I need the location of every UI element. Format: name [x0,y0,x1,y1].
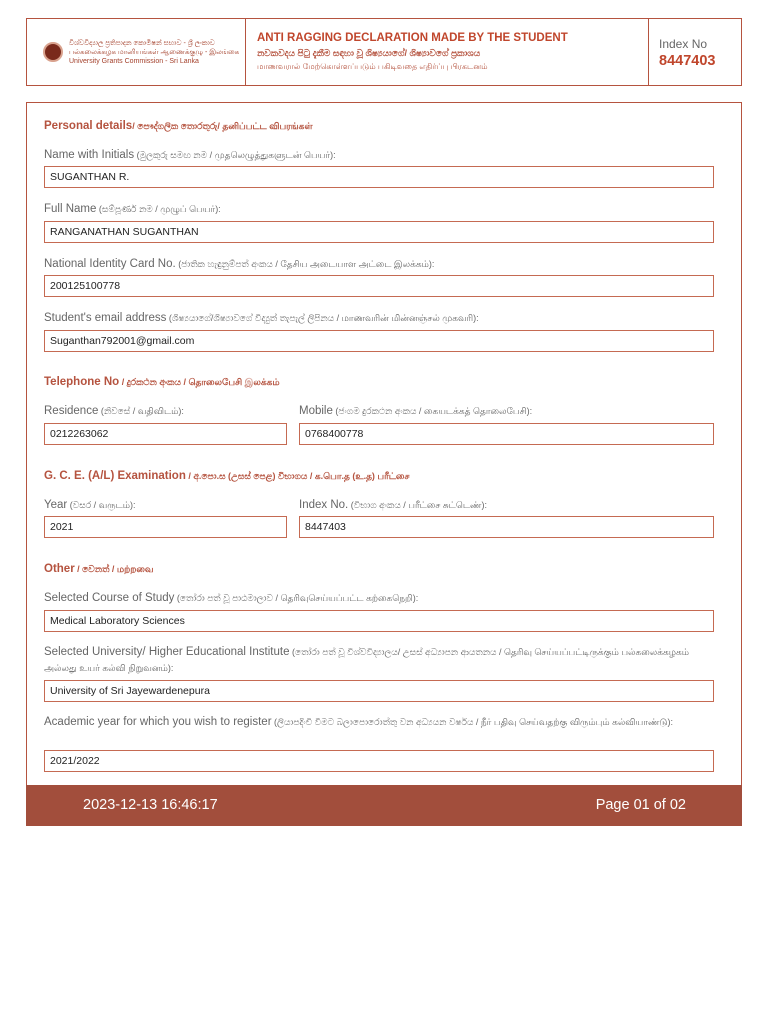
section-heading-translation: / දුරකථන අංකය / தொலைபேசி இலக்கம் [119,377,280,387]
page-footer [26,785,742,826]
logo-text-tamil: பல்கலைக்கழக மானியங்கள் ஆணைக்குழு - இலங்கை [69,48,240,56]
ugc-logo-text [69,39,239,66]
section-heading-text: Other [44,563,75,575]
mobile-label: Mobile (ජංගම දුරකථන අංකය / கையடக்கத் தொலைபேசி): [299,405,533,417]
document-title-english: ANTI RAGGING DECLARATION MADE BY THE STUDENT [257,32,568,44]
section-gce-heading [44,470,409,483]
document-title-block [246,19,649,85]
academic-year-label: Academic year for which you wish to register (ලියාපදිංචි වීමට බලාපොරොත්තු වන අධ්‍යයන වර්ෂය / நீர் பதிவு செய்வதற்கு விரும்பும் கல்வியாண்டு): [44,716,673,728]
residence-label: Residence (නිවසේ / வதிவிடம்): [44,405,184,417]
logo-text-english: University Grants Commission - Sri Lanka [69,57,199,65]
document-title-sinhala: නවකවදය පිටු දැකීම සඳහා වූ ශිෂ්‍යයාගේ/ ශිෂ්‍යාවගේ ප්‍රකාශය [257,48,481,58]
section-heading-translation: / අ.පො.ස (උසස් පෙළ) විභාගය / க.பொ.த (உ.த) பரீட்சை [185,471,410,481]
section-heading-translation: / පෞද්ගලික තොරතුරු/ தனிப்பட்ட விபரங்கள் [132,121,313,131]
fullname-field[interactable]: RANGANATHAN SUGANTHAN [44,221,714,243]
email-field[interactable]: Suganthan792001@gmail.com [44,330,714,352]
section-personal-heading [44,120,313,133]
residence-field[interactable]: 0212263062 [44,423,287,445]
document-header [26,18,742,86]
section-heading-translation: / වෙනත් / மற்றவை [74,564,154,574]
nic-label: National Identity Card No. (ජාතික හැඳුනුම්පත් අංකය / தேசிய அடையாள அட்டை இலக்கம்): [44,258,435,270]
ugc-seal-icon [43,42,63,62]
section-other-heading [44,563,154,576]
exam-index-label: Index No. (විභාග අංකය / பரீட்சை சுட்டெண்): [299,499,487,511]
section-heading-text: G. C. E. (A/L) Examination [44,470,186,482]
initials-label: Name with Initials (මුලකුරු සමඟ නම / முதலெழுத்துகளுடன் பெயர்): [44,149,336,161]
ugc-logo-block [27,19,246,85]
nic-field[interactable]: 200125100778 [44,275,714,297]
section-telephone-heading [44,376,280,389]
fullname-label: Full Name (සම්පූර්ණ නම / முழுப் பெயர்): [44,203,221,215]
footer-datetime: 2023-12-13 16:46:17 [83,797,218,813]
exam-index-field[interactable]: 8447403 [299,516,714,538]
header-index-label: Index No [659,37,708,51]
university-label: Selected University/ Higher Educational Institute (තෝරා පත් වූ විශ්වවිද්‍යාලය/ උසස් අධ්‍යාපන ආයතනය / தெரிவு செய்யப்பட்டிருக்கும் பல்கலைக்கழகம் அல்லது உயர் கல்வி நிறுவனம்): [44,646,690,673]
document-title-tamil: மாணவரால் மேற்கொள்ளப்படும் பகிடிவதை எதிர்ப்பு பிரகடனம் [257,62,488,71]
university-field[interactable]: University of Sri Jayewardenepura [44,680,714,702]
email-label: Student's email address (ශිෂ්‍යයාගේ/ශිෂ්‍යාවගේ විද්‍යුත් තැපැල් ලිපිනය / மாணவரின் மின்னஞ்சல் முகவரி): [44,312,479,324]
course-label: Selected Course of Study (තෝරා පත් වූ පාඨමාලාව / தெரிவுசெய்யப்பட்ட கற்கைநெறி): [44,592,419,604]
mobile-field[interactable]: 0768400778 [299,423,714,445]
logo-text-sinhala: විශ්වවිද්‍යාල ප්‍රතිපාදන කොමිෂන් සභාව - ශ්‍රී ලංකාව [69,39,215,47]
initials-field[interactable]: SUGANTHAN R. [44,166,714,188]
section-heading-text: Personal details [44,120,133,132]
year-label: Year (වසර / வருடம்): [44,499,136,511]
course-field[interactable]: Medical Laboratory Sciences [44,610,714,632]
header-index-block [649,19,741,85]
section-heading-text: Telephone No [44,376,120,388]
header-index-value: 8447403 [659,53,716,69]
footer-page-number: Page 01 of 02 [595,797,686,813]
year-field[interactable]: 2021 [44,516,287,538]
academic-year-field[interactable]: 2021/2022 [44,750,714,772]
